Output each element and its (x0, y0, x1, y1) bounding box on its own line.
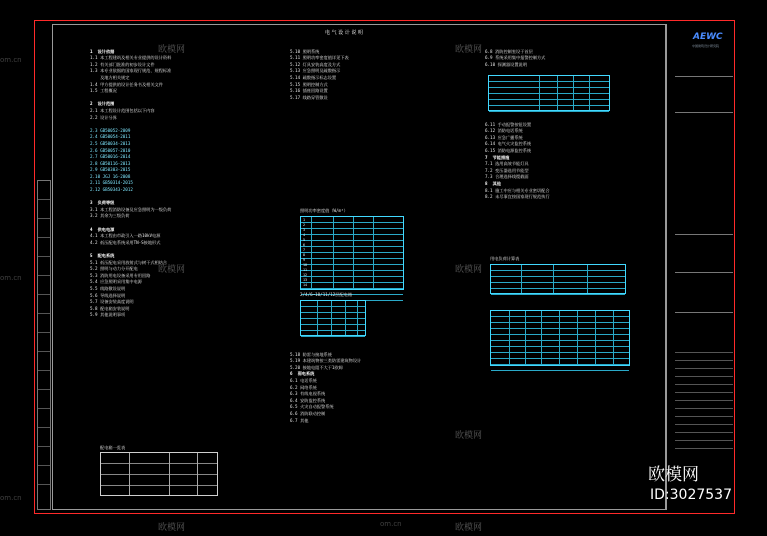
load-table-title: 用电负荷计算表 (490, 256, 520, 261)
lighting-table-row-number: 5 (303, 237, 306, 242)
title-block-divider (675, 76, 733, 77)
watermark-url: om.cn (0, 274, 22, 282)
title-block-divider (675, 112, 733, 113)
load-table-top (488, 75, 610, 111)
title-block-divider (675, 312, 733, 313)
watermark-url: om.cn (380, 520, 402, 528)
lighting-table-row-number: 7 (303, 247, 306, 252)
company-logo: AEWC (693, 32, 723, 42)
lighting-table-row-number: 13 (303, 277, 308, 282)
load-table-main (490, 310, 630, 366)
lighting-table-row-number: 14 (303, 282, 308, 287)
bottom-left-table (100, 452, 218, 496)
notes-column-2: 5.10 照明系统 5.11 照明功率密度值详见下表 5.12 灯具安装高度及方式 5.13 应急照明及疏散指示 5.14 疏散指示标志设置 5.15 照明控制方式 5.16 插座回路设置 5.17 线路穿管敷设 (290, 48, 349, 100)
title-block-divider (675, 234, 733, 235)
lighting-table-row-number: 9 (303, 257, 306, 262)
notes-column-2-lower: 5.18 防雷与接地系统 5.19 本建筑物按三类防雷建筑物设计 5.20 接地电阻不大于1欧姆 6 弱电系统 6.1 电话系统 6.2 网络系统 6.3 有线电视系统 6.4 安防监控系统 6.5 火灾自动报警系统 6.6 消防联动控制 6.7 其他 (290, 351, 362, 423)
lighting-table-title: 照明功率密度值（W/m²） (300, 208, 348, 213)
small-table-title: 2/4/6~10/11/12层配电箱 (300, 292, 353, 297)
notes-column-3: 6.8 消防控制室设于首层 6.9 系统采用集中报警控制方式 6.10 探测器设置说明 (485, 48, 546, 67)
notes-column-3-mid: 6.11 手动报警按钮设置 6.12 消防电话系统 6.13 应急广播系统 6.14 电气火灾监控系统 6.15 消防电源监控系统 7 节能措施 7.1 选用高效节能灯具 7.2 变压器选用节能型 7.3 合理选择线缆截面 8 其他 8.1 施工中应与相关专业密切配合 8.2 未尽事宜按国家现行规范执行 (485, 121, 550, 200)
watermark-url: om.cn (0, 494, 22, 502)
lighting-table-row-number: 6 (303, 242, 306, 247)
watermark: 欧模网 (158, 45, 186, 55)
watermark-id: ID:3027537 (650, 487, 732, 503)
watermark-brand-large: 欧模网 (648, 465, 699, 485)
lighting-table-row-number: 1 (303, 217, 306, 222)
lighting-table-row-number: 2 (303, 222, 306, 227)
company-name: 中国建筑设计研究院 (692, 44, 720, 48)
title-block-divider (675, 272, 733, 273)
watermark: 欧模网 (158, 523, 186, 533)
bottom-left-table-title: 配电箱一览表 (100, 445, 126, 450)
small-table (300, 300, 366, 336)
watermark: 欧模网 (455, 523, 483, 533)
lighting-table-row-number: 12 (303, 272, 308, 277)
notes-column-1: 1 设计依据 1.1 本工程建筑及相关专业提供的设计资料 1.2 有关部门批准的初步设计文件 1.3 本专业依据的国家现行规范、规程标准 及地方相关规定 1.4 甲方提供的设计任务书及相关文件 1.5 工程概况 2 设计范围 2.1 本工程设计范围包括以下内容 2.2 设计分界 2.3 GB50052-2009 2.4 GB50054-2011 2.5 GB50034-2013 2.6 GB50057-2010 2.7 GB50016-2014 2.8 GB50116-2013 2.9 GB50303-2015 2.10 JGJ 16-2008 2.11 GB50314-2015 2.12 GB50343-2012 3 负荷等级 3.1 本工程消防设备及应急照明为一级负荷 3.2 其余为三级负荷 4 供电电源 4.1 本工程由市政引入一路10kV电源 4.2 低压配电系统采用TN-S接地形式 5 配电系统 5.1 低压配电采用放射式与树干式相结合 5.2 照明与动力分开配电 5.3 消防用电设备采用专用回路 5.4 应急照明采用集中电源 5.5 线路敷设说明 5.6 导线选择说明 5.7 设备安装高度说明 5.8 配电箱安装说明 5.9 其他说明事项 (90, 48, 172, 318)
title-block (666, 24, 734, 510)
watermark: 欧模网 (455, 45, 483, 55)
load-table-small (490, 264, 626, 294)
watermark: 欧模网 (455, 265, 483, 275)
lighting-table-row-number: 4 (303, 232, 306, 237)
title-block-row (675, 440, 733, 449)
lighting-table-row-number: 8 (303, 252, 306, 257)
lighting-table-row-number: 3 (303, 227, 306, 232)
watermark: 欧模网 (158, 265, 186, 275)
drawing-title: 电 气 设 计 说 明 (325, 30, 363, 36)
lighting-table (300, 216, 404, 290)
watermark: 欧模网 (455, 431, 483, 441)
binding-strip (37, 180, 51, 510)
lighting-table-row-number: 10 (303, 262, 308, 267)
lighting-table-row-number: 11 (303, 267, 308, 272)
watermark-url: om.cn (0, 56, 22, 64)
